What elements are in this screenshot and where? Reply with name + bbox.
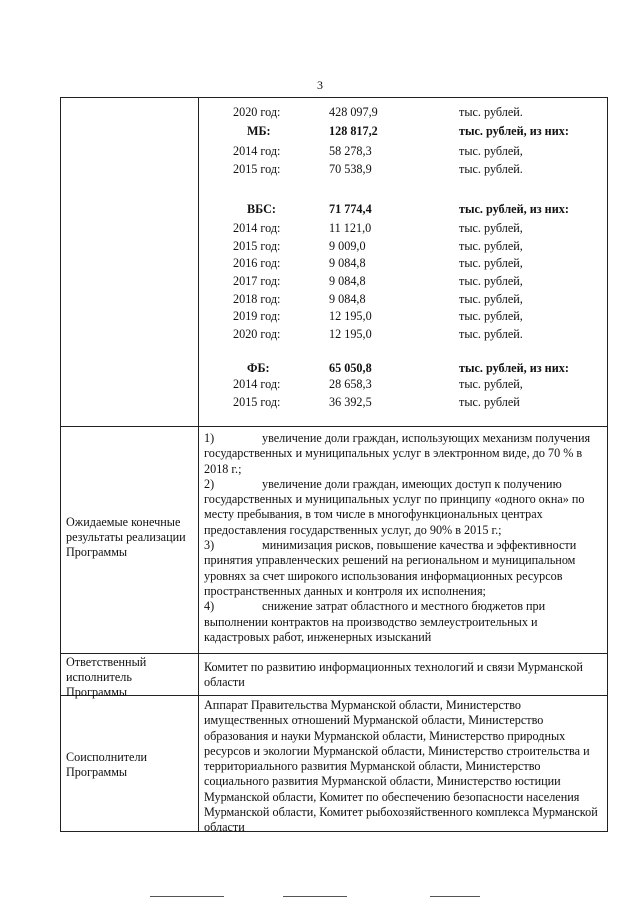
finance-year: 2014 год: (233, 377, 281, 391)
program-passport-table (60, 97, 608, 835)
finance-year: 2014 год: (233, 144, 281, 158)
finance-unit: тыс. рублей, (459, 274, 523, 288)
result-item (204, 599, 604, 645)
result-item (204, 431, 604, 477)
row-divider (61, 653, 607, 654)
finance-unit: тыс. рублей, из них: (459, 124, 569, 138)
executor-text: Комитет по развитию информационных технологий и связи Мурманской области (204, 660, 583, 690)
finance-unit: тыс. рублей, (459, 144, 523, 158)
finance-year: 2015 год: (233, 395, 281, 409)
finance-row (61, 104, 609, 121)
finance-unit: тыс. рублей, (459, 239, 523, 253)
finance-amount: 428 097,9 (329, 105, 378, 119)
finance-unit: тыс. рублей, из них: (459, 202, 569, 216)
finance-row (61, 376, 609, 393)
finance-unit: тыс. рублей, (459, 309, 523, 323)
finance-row (61, 273, 609, 290)
result-number: 3) (204, 538, 215, 553)
finance-row (61, 161, 609, 178)
finance-amount: 70 538,9 (329, 162, 372, 176)
finance-amount: 65 050,8 (329, 361, 372, 375)
finance-year: 2015 год: (233, 162, 281, 176)
finance-row-mb-total (61, 123, 609, 140)
finance-amount: 71 774,4 (329, 202, 372, 216)
result-item (204, 477, 604, 538)
finance-amount: 58 278,3 (329, 144, 372, 158)
finance-unit: тыс. рублей, из них: (459, 361, 569, 375)
finance-unit: тыс. рублей. (459, 105, 523, 119)
finance-amount: 12 195,0 (329, 327, 372, 341)
finance-year: 2018 год: (233, 292, 281, 306)
result-item (204, 538, 604, 599)
finance-year: 2015 год: (233, 239, 281, 253)
results-label: Ожидаемые конечные результаты реализации Программы (66, 515, 186, 559)
finance-amount: 9 084,8 (329, 256, 366, 270)
footer-rule (283, 896, 347, 897)
page-number: 3 (317, 78, 323, 92)
results-list (204, 431, 604, 645)
footer-rule (430, 896, 480, 897)
finance-row (61, 220, 609, 237)
finance-unit: тыс. рублей, (459, 256, 523, 270)
finance-amount: 28 658,3 (329, 377, 372, 391)
finance-row-fb-total (61, 360, 609, 377)
finance-year: 2014 год: (233, 221, 281, 235)
finance-year: 2017 год: (233, 274, 281, 288)
finance-amount: 9 084,8 (329, 292, 366, 306)
finance-row (61, 308, 609, 325)
finance-source: ФБ: (247, 361, 270, 375)
finance-unit: тыс. рублей, (459, 221, 523, 235)
finance-amount: 9 084,8 (329, 274, 366, 288)
result-text: увеличение доли граждан, имеющих доступ к получению государственных и муниципальных услуг по принципу «одного окна» по месту пребывания, в том числе в многофункциональных центрах предоставления государственных услуг, до 90% в 2015 г.; (204, 476, 585, 537)
coexecutors-text: Аппарат Правительства Мурманской области, Министерство имущественных отношений Мурманской области, Министерство образования и науки Мурманской области, Министерство природных ресурсов и экологии Мурманской области, Министерство строительства и территориального развития Мурманской области, Министерство социального развития Мурманской области, Министерство юстиции Мурманской области, Комитет по обеспечению безопасности населения Мурманской области, Комитет рыбохозяйственного комплекса Мурманской области (204, 698, 598, 835)
finance-amount: 9 009,0 (329, 239, 366, 253)
executor-label: Ответственный исполнитель Программы (66, 655, 147, 699)
result-text: снижение затрат областного и местного бюджетов при выполнении контрактов на производство землеустроительных и кадастровых работ, инженерных изысканий (204, 599, 546, 644)
row-divider (61, 426, 607, 427)
finance-unit: тыс. рублей. (459, 327, 523, 341)
finance-row (61, 326, 609, 343)
result-number: 1) (204, 431, 215, 445)
finance-unit: тыс. рублей (459, 395, 520, 409)
finance-row (61, 255, 609, 272)
result-number: 4) (204, 599, 215, 614)
result-text: минимизация рисков, повышение качества и эффективности принятия управленческих решений на региональном и муниципальном уровнях за счет широкого использования информационных ресурсов пространственных данных и контроля их исполнения; (204, 538, 577, 598)
result-number: 2) (204, 476, 215, 491)
finance-row (61, 143, 609, 160)
finance-unit: тыс. рублей, (459, 292, 523, 306)
finance-row (61, 394, 609, 411)
finance-row (61, 238, 609, 255)
finance-row-vbs-total (61, 201, 609, 218)
finance-year: 2019 год: (233, 309, 281, 323)
finance-unit: тыс. рублей. (459, 162, 523, 176)
finance-source: МБ: (247, 124, 271, 138)
result-text: увеличение доли граждан, использующих механизм получения государственных и муниципальных услуг в электронном виде, до 70 % в 2018 г.; (204, 431, 591, 476)
finance-year: 2020 год: (233, 327, 281, 341)
finance-source: ВБС: (247, 202, 276, 216)
finance-year: 2020 год: (233, 105, 281, 119)
finance-amount: 11 121,0 (329, 221, 372, 235)
finance-row (61, 291, 609, 308)
finance-unit: тыс. рублей, (459, 377, 523, 391)
finance-year: 2016 год: (233, 256, 281, 270)
coexecutors-label: Соисполнители Программы (66, 750, 148, 779)
finance-amount: 12 195,0 (329, 309, 372, 323)
footer-rule (150, 896, 224, 897)
finance-amount: 128 817,2 (329, 124, 378, 138)
finance-amount: 36 392,5 (329, 395, 372, 409)
